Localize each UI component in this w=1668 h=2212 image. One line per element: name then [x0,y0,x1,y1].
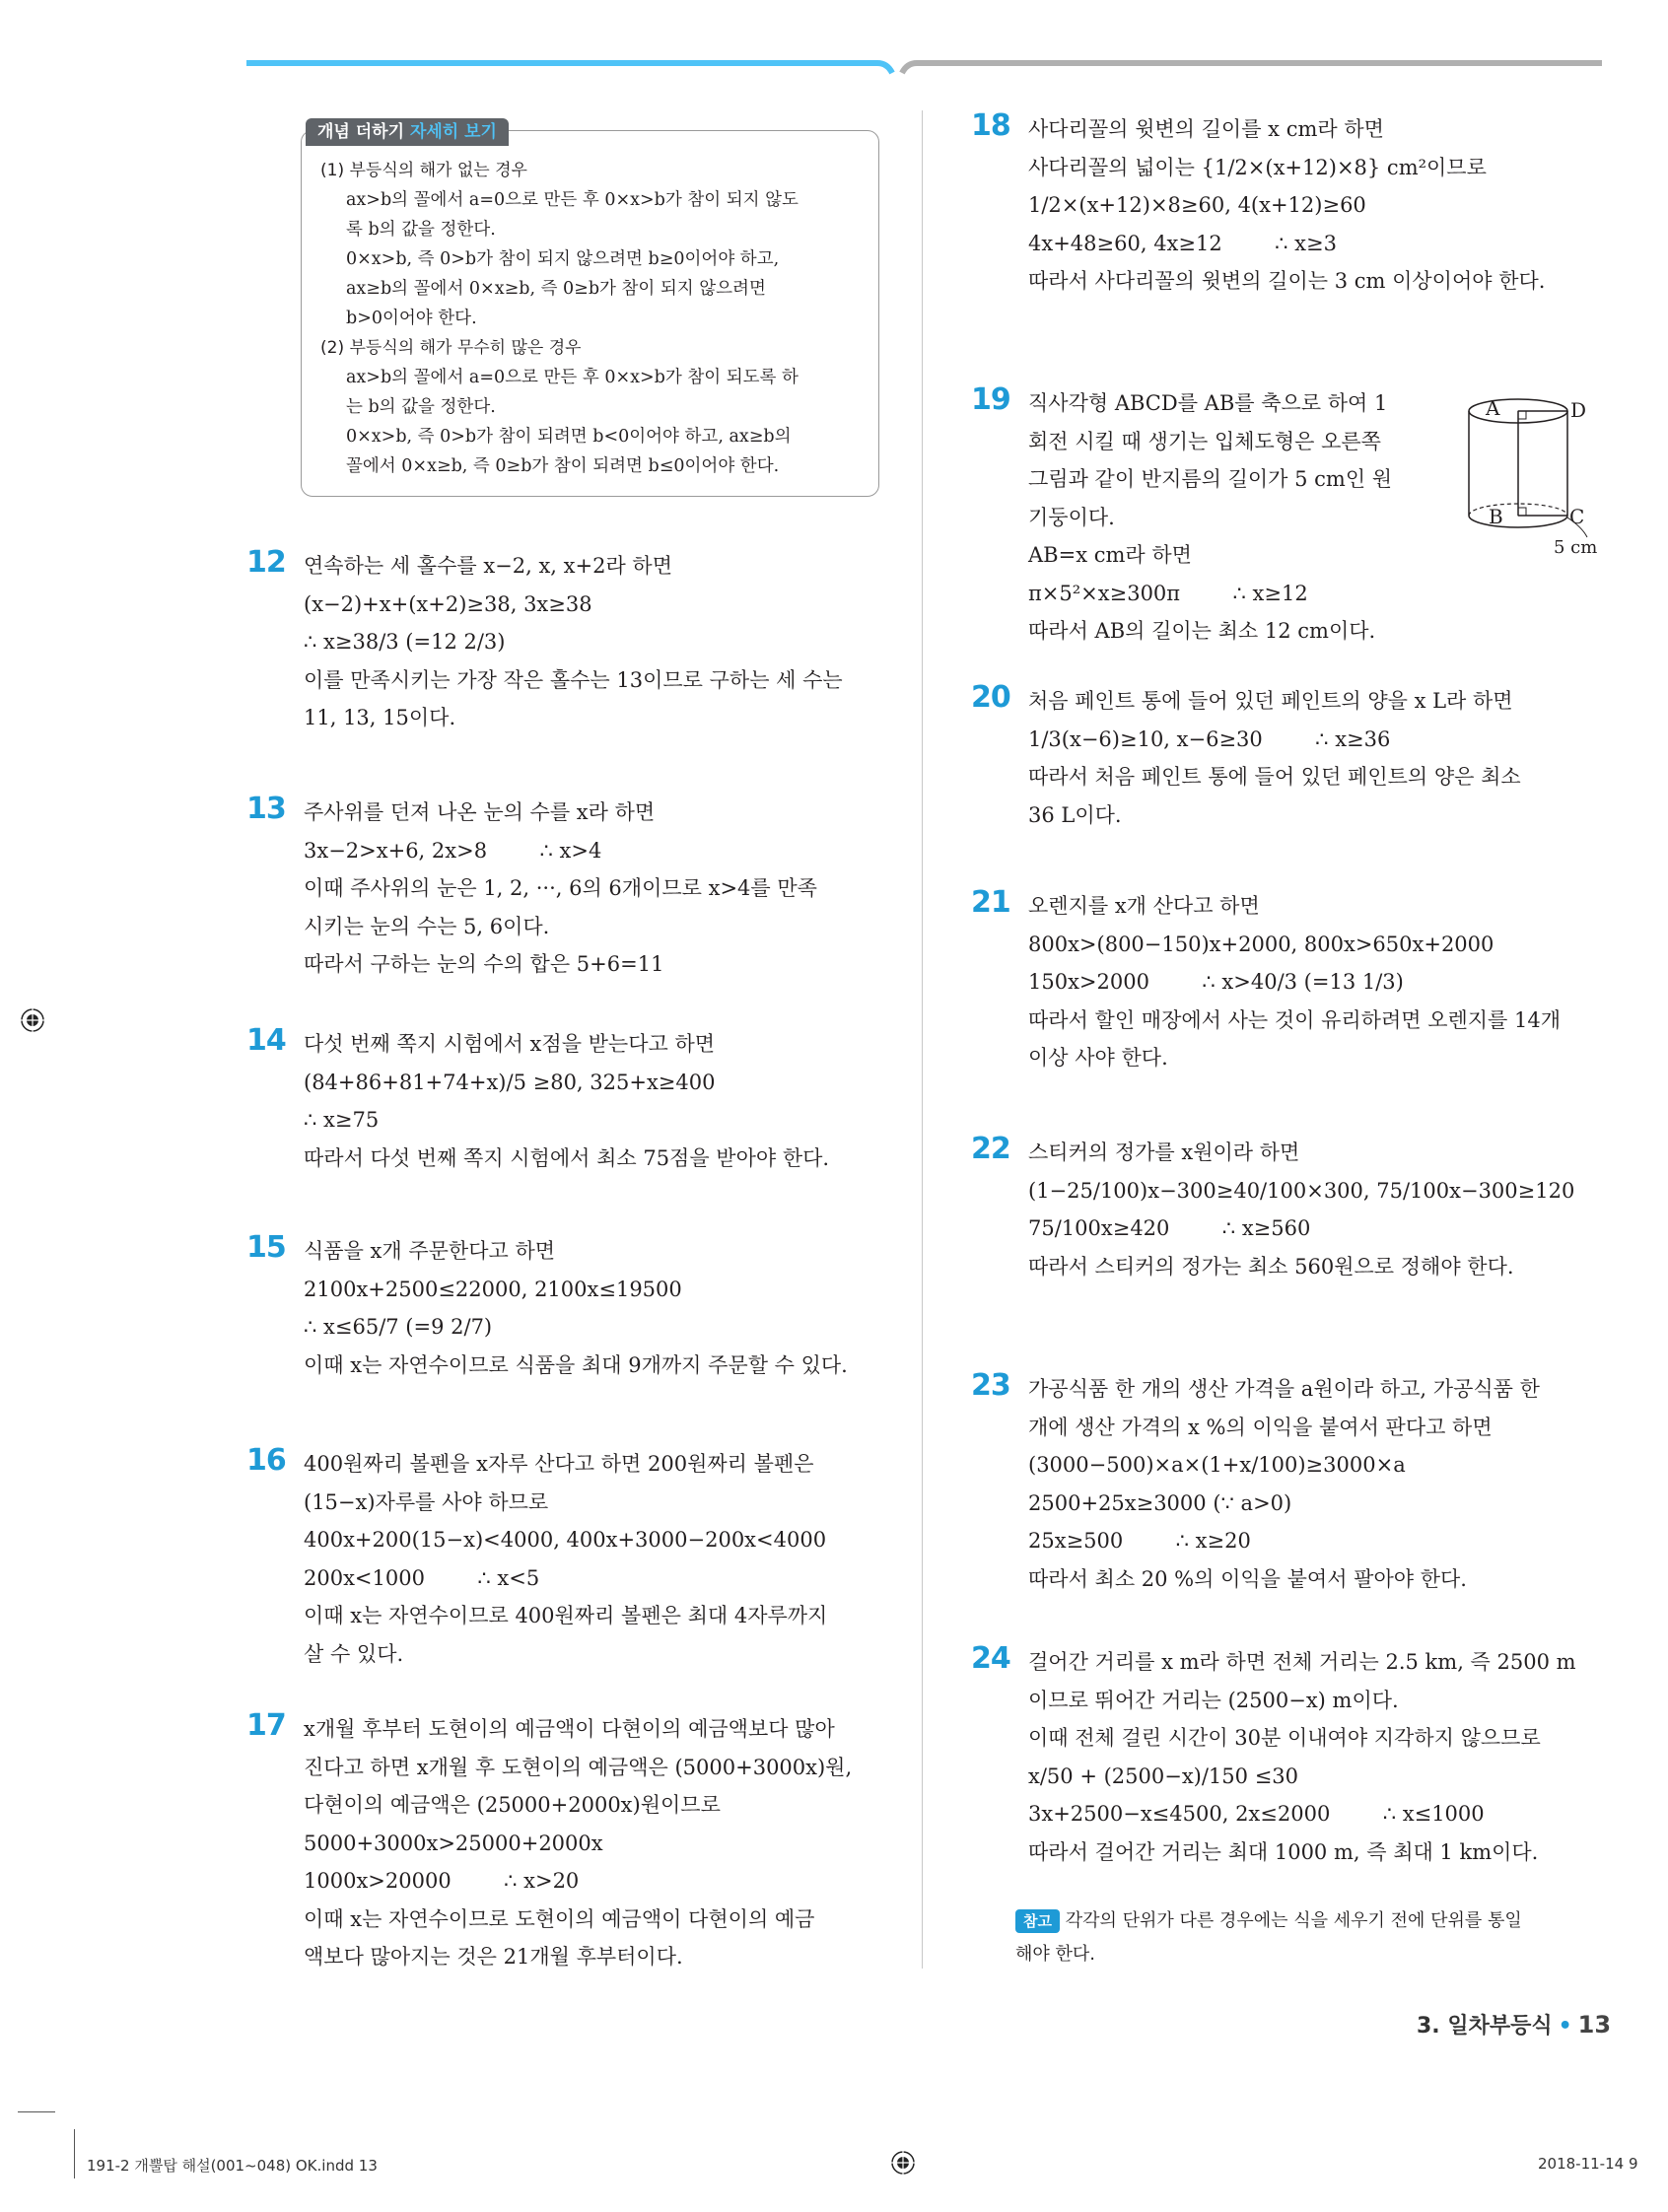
concept-line: ax≥b의 꼴에서 0×x≥b, 즉 0≥b가 참이 되지 않으려면 [346,279,766,299]
problem-solution: 스티커의 정가를 x원이라 하면 (1−25/100)x−300≥40/100×300, 75/100x−300≥120 75/100x≥420 ∴ x≥560 따라서 스티커의 정가는 최소 560원으로 정해야 한다. [1028,1141,1575,1279]
crop-mark [18,2111,55,2112]
label-radius: 5 cm [1554,537,1598,558]
note-badge: 참고 [1015,1909,1060,1933]
concept-line: ax>b의 꼴에서 a=0으로 만든 후 0×x>b가 참이 되지 않도 [346,190,799,210]
column-divider [922,110,923,1969]
concept-line: 꼴에서 0×x≥b, 즉 0≥b가 참이 되려면 b≤0이어야 한다. [346,456,780,476]
note-line1: 각각의 단위가 다른 경우에는 식을 세우기 전에 단위를 통일 [1065,1910,1522,1931]
note [1015,1904,1522,1971]
problem-number: 14 [246,1023,286,1058]
problem-solution: x개월 후부터 도현이의 예금액이 다현이의 예금액보다 많아 진다고 하면 x개월 후 도현이의 예금액은 (5000+3000x)원, 다현이의 예금액은 (25000+2000x)원이므로 5000+3000x>25000+2000x 1000x>20000 ∴ x>20 이때 x는 자연수이므로 도현이의 예금액이 다현이의 예금 액보다 많아지는 것은 21개월 후부터이다. [304,1717,853,1969]
concept-line: 는 b의 값을 정한다. [346,397,496,417]
problem-solution: 직사각형 ABCD를 AB를 축으로 하여 1 회전 시킬 때 생기는 입체도형은 오른쪽 그림과 같이 반지름의 길이가 5 cm인 원 기둥이다. AB=x cm라 하면 π×5²×x≥300π ∴ x≥12 따라서 AB의 길이는 최소 12 cm이다. [1028,391,1393,643]
note-line2: 해야 한다. [1015,1944,1095,1965]
page-footer: 3. 일차부등식 • 13 [1417,2011,1612,2039]
registration-mark [20,1007,45,1033]
registration-mark [890,2150,916,2176]
problem-number: 13 [246,792,286,826]
problem-number: 22 [971,1132,1010,1166]
problem-solution: 400원짜리 볼펜을 x자루 산다고 하면 200원짜리 볼펜은 (15−x)자루를 사야 하므로 400x+200(15−x)<4000, 400x+3000−200x<4000 200x<1000 ∴ x<5 이때 x는 자연수이므로 400원짜리 볼펜은 최대 4자루까지 살 수 있다. [304,1452,828,1666]
problem-solution: 다섯 번째 쪽지 시험에서 x점을 받는다고 하면 (84+86+81+74+x)/5 ≥80, 325+x≥400 ∴ x≥75 따라서 다섯 번째 쪽지 시험에서 최소 75점을 받아야 한다. [304,1032,830,1170]
problem-solution: 주사위를 던져 나온 눈의 수를 x라 하면 3x−2>x+6, 2x>8 ∴ x>4 이때 주사위의 눈은 1, 2, ···, 6의 6개이므로 x>4를 만족 시키는 눈의 수는 5, 6이다. 따라서 구하는 눈의 수의 합은 5+6=11 [304,800,817,976]
print-date: 2018-11-14 9 [1538,2155,1638,2173]
top-rule [246,57,1602,77]
problem-number: 19 [971,382,1010,417]
problem-number: 17 [246,1708,286,1743]
problem-number: 18 [971,108,1010,143]
crop-mark [74,2129,75,2178]
problem-solution: 걸어간 거리를 x m라 하면 전체 거리는 2.5 km, 즉 2500 m 이므로 뛰어간 거리는 (2500−x) m이다. 이때 전체 걸린 시간이 30분 이내여야 지각하지 않으므로 x/50 + (2500−x)/150 ≤30 3x+2500−x≤4500, 2x≤2000 ∴ x≤1000 따라서 걸어간 거리는 최대 1000 m, 즉 최대 1 km이다. [1028,1650,1576,1864]
problem-solution: 오렌지를 x개 산다고 하면 800x>(800−150)x+2000, 800x>650x+2000 150x>2000 ∴ x>40/3 (=13 1/3) 따라서 할인 매장에서 사는 것이 유리하려면 오렌지를 14개 이상 사야 한다. [1028,894,1562,1070]
label-a: A [1486,396,1500,420]
label-d: D [1570,398,1587,422]
problem-number: 24 [971,1641,1010,1676]
label-c: C [1569,505,1585,528]
chapter-label: 3. 일차부등식 [1417,2014,1553,2039]
problem-number: 20 [971,680,1010,715]
concept-line: 0×x>b, 즉 0>b가 참이 되지 않으려면 b≥0이어야 하고, [346,249,780,269]
concept-tab: 개념 더하기 자세히 보기 [306,118,509,146]
problem-number: 21 [971,885,1010,920]
concept-line: 록 b의 값을 정한다. [346,220,496,240]
concept-line: (1) 부등식의 해가 없는 경우 [320,161,527,180]
file-info: 191-2 개뿔탑 해설(001~048) OK.indd 13 [87,2157,378,2175]
problem-number: 12 [246,545,286,580]
concept-line: b>0이어야 한다. [346,309,477,328]
label-b: B [1489,505,1503,528]
problem-number: 15 [246,1230,286,1265]
problem-number: 23 [971,1368,1010,1403]
concept-line: ax>b의 꼴에서 a=0으로 만든 후 0×x>b가 참이 되도록 하 [346,368,799,387]
concept-body [320,156,868,481]
page-number: 13 [1577,2011,1612,2039]
problem-solution: 처음 페인트 통에 들어 있던 페인트의 양을 x L라 하면 1/3(x−6)≥10, x−6≥30 ∴ x≥36 따라서 처음 페인트 통에 들어 있던 페인트의 양은 최소 36 L이다. [1028,689,1521,827]
problem-number: 16 [246,1443,286,1478]
problem-solution: 연속하는 세 홀수를 x−2, x, x+2라 하면 (x−2)+x+(x+2)≥38, 3x≥38 ∴ x≥38/3 (=12 2/3) 이를 만족시키는 가장 작은 홀수는 13이므로 구하는 세 수는 11, 13, 15이다. [304,554,843,729]
problem-solution: 사다리꼴의 윗변의 길이를 x cm라 하면 사다리꼴의 넓이는 {1/2×(x+12)×8} cm²이므로 1/2×(x+12)×8≥60, 4(x+12)≥60 4x+48≥60, 4x≥12 ∴ x≥3 따라서 사다리꼴의 윗변의 길이는 3 cm 이상이어야 한다. [1028,117,1546,293]
concept-line: (2) 부등식의 해가 무수히 많은 경우 [320,338,582,358]
problem-solution: 식품을 x개 주문한다고 하면 2100x+2500≤22000, 2100x≤19500 ∴ x≤65/7 (=9 2/7) 이때 x는 자연수이므로 식품을 최대 9개까지 주문할 수 있다. [304,1239,848,1377]
concept-line: 0×x>b, 즉 0>b가 참이 되려면 b<0이어야 하고, ax≥b의 [346,427,792,447]
problem-solution: 가공식품 한 개의 생산 가격을 a원이라 하고, 가공식품 한 개에 생산 가격의 x %의 이익을 붙여서 판다고 하면 (3000−500)×a×(1+x/100)≥3000×a 2500+25x≥3000 (∵ a>0) 25x≥500 ∴ x≥20 따라서 최소 20 %의 이익을 붙여서 팔아야 한다. [1028,1377,1540,1591]
